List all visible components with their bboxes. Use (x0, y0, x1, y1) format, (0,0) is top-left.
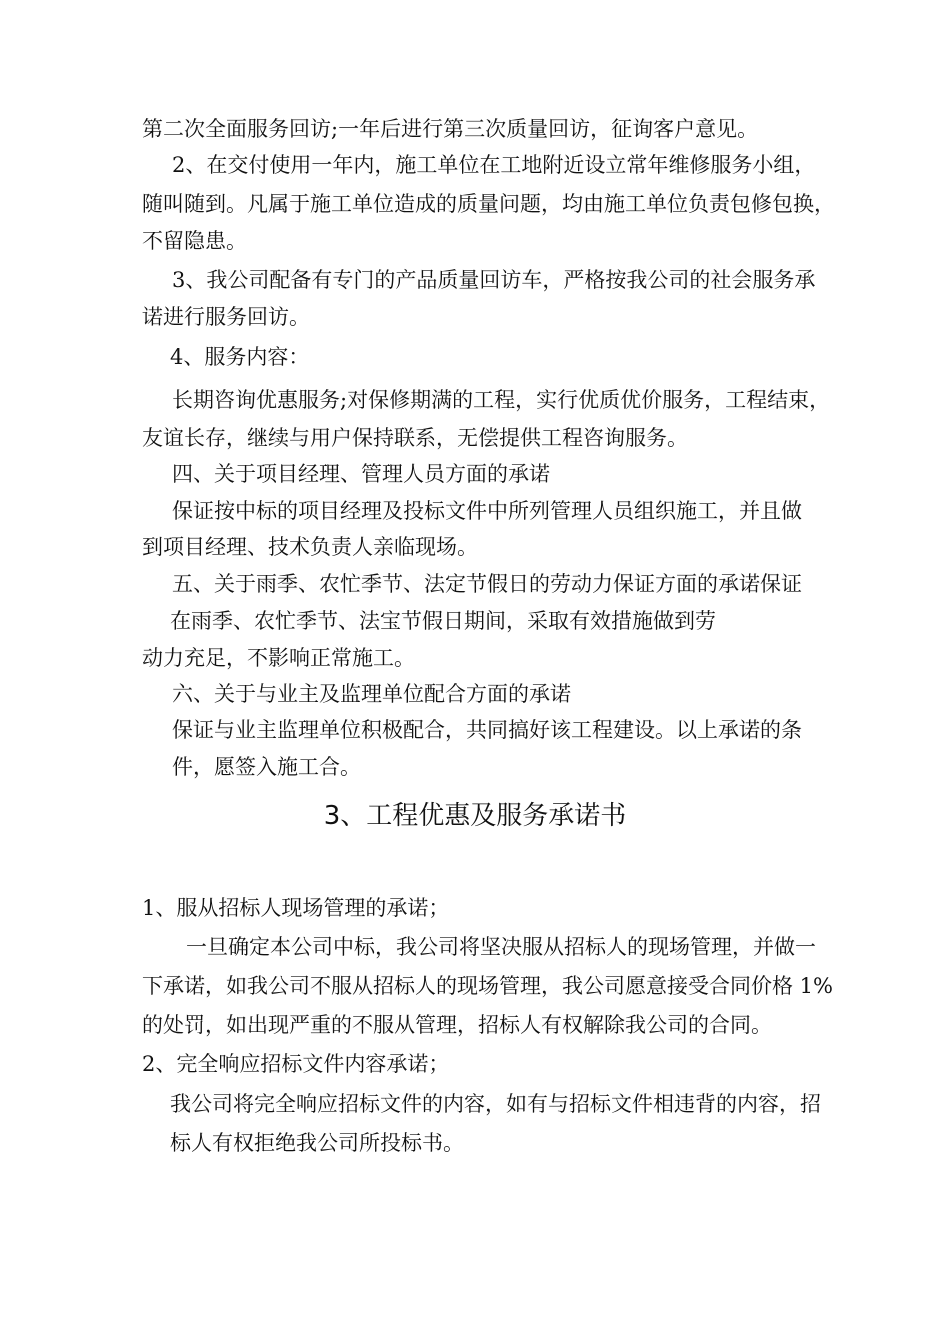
text-line: 五、关于雨季、农忙季节、法定节假日的劳动力保证方面的承诺保证 (172, 572, 802, 596)
text-line: 保证按中标的项目经理及投标文件中所列管理人员组织施工，并且做 (172, 499, 802, 523)
section-heading: 3、工程优惠及服务承诺书 (323, 801, 627, 831)
text-line: 动力充足，不影响正常施工。 (142, 646, 415, 670)
text-line: 的处罚，如出现严重的不服从管理，招标人有权解除我公司的合同。 (142, 1013, 772, 1037)
text-line: 2、在交付使用一年内，施工单位在工地附近设立常年维修服务小组， (172, 153, 816, 177)
text-line: 四、关于项目经理、管理人员方面的承诺 (172, 462, 550, 486)
text-line: 2、完全响应招标文件内容承诺； (142, 1052, 450, 1076)
text-line: 到项目经理、技术负责人亲临现场。 (142, 535, 478, 559)
text-line: 标人有权拒绝我公司所投标书。 (170, 1131, 464, 1155)
text-line: 1、服从招标人现场管理的承诺； (142, 896, 450, 920)
text-line: 在雨季、农忙季节、法宝节假日期间，采取有效措施做到劳 (170, 609, 716, 633)
text-line: 长期咨询优惠服务;对保修期满的工程，实行优质优价服务，工程结束， (172, 388, 831, 412)
text-line: 下承诺，如我公司不服从招标人的现场管理，我公司愿意接受合同价格 1% (142, 974, 833, 998)
text-line: 件，愿签入施工合。 (172, 755, 361, 779)
text-line: 随叫随到。凡属于施工单位造成的质量问题，均由施工单位负责包修包换， (142, 192, 835, 216)
text-line: 友谊长存，继续与用户保持联系，无偿提供工程咨询服务。 (142, 426, 688, 450)
text-line: 一旦确定本公司中标，我公司将坚决服从招标人的现场管理，并做一 (186, 935, 816, 959)
text-line: 诺进行服务回访。 (142, 305, 310, 329)
text-line: 我公司将完全响应招标文件的内容，如有与招标文件相违背的内容，招 (170, 1092, 821, 1116)
text-line: 3、我公司配备有专门的产品质量回访车，严格按我公司的社会服务承 (172, 268, 816, 292)
text-line: 六、关于与业主及监理单位配合方面的承诺 (172, 682, 571, 706)
text-line: 保证与业主监理单位积极配合，共同搞好该工程建设。以上承诺的条 (172, 718, 802, 742)
text-line: 第二次全面服务回访;一年后进行第三次质量回访，征询客户意见。 (142, 117, 759, 141)
text-line: 4、服务内容： (170, 345, 310, 369)
text-line: 不留隐患。 (142, 229, 247, 253)
